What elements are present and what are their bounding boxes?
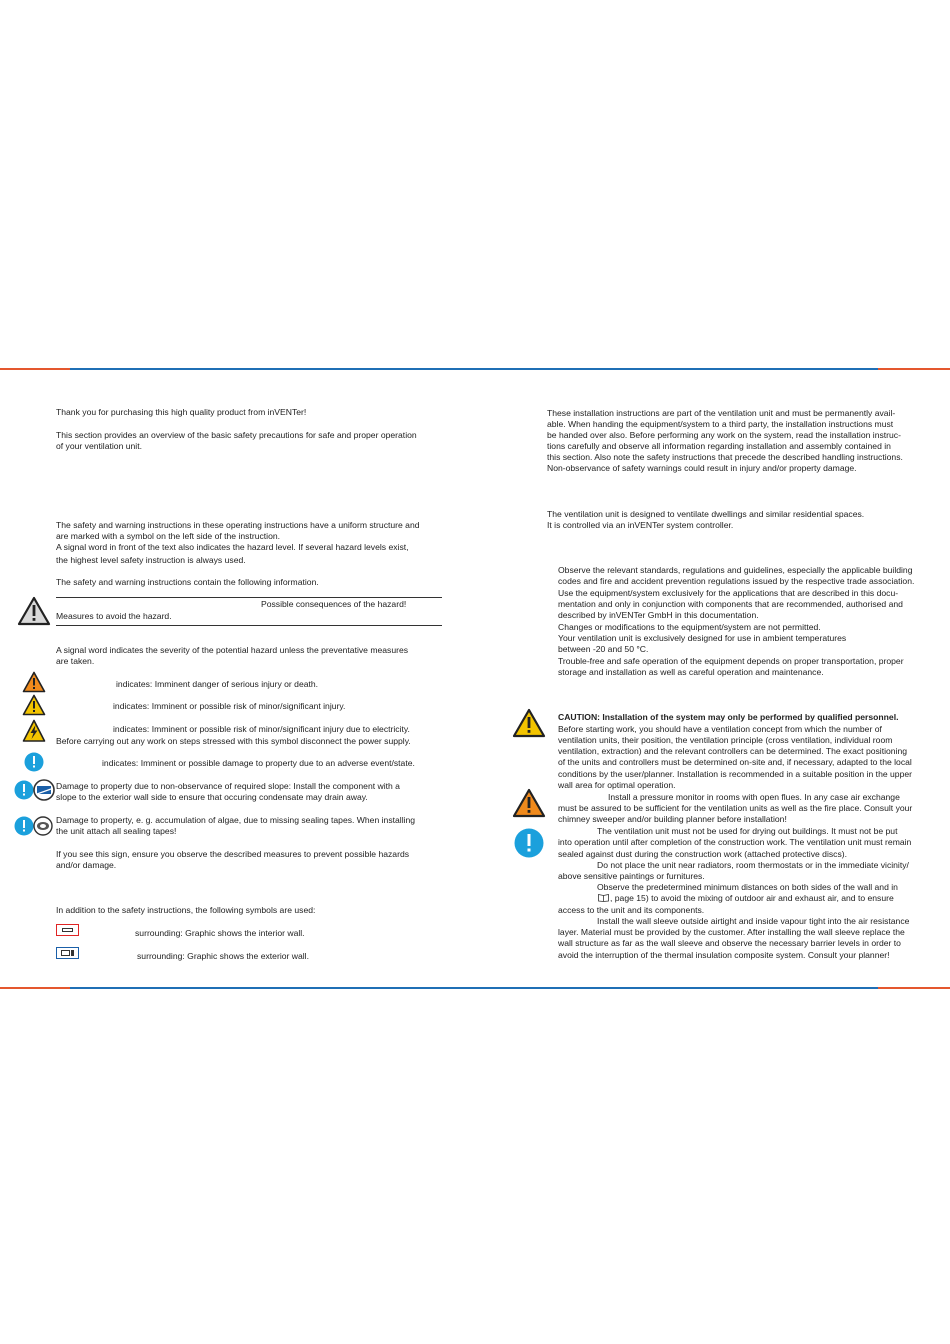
- distances-2: , page 15) to avoid the mixing of outdoor air and exhaust air, and to ensure: [610, 893, 894, 903]
- structure-line-3: A signal word in front of the text also indicates the hazard level. If several hazard levels exist,: [56, 542, 409, 552]
- part-of-6: Non-observance of safety warnings could result in injury and/or property damage.: [547, 463, 857, 473]
- distances-3: access to the unit and its components.: [558, 905, 705, 915]
- designed-2: It is controlled via an inVENTer system controller.: [547, 520, 734, 530]
- pressure-warning-triangle-icon: [512, 788, 546, 818]
- observe-3: Use the equipment/system exclusively for the applications that are described in this docu-: [558, 588, 899, 598]
- interior-text: surrounding: Graphic shows the interior wall.: [135, 928, 305, 938]
- drying-notice-info-icon: [514, 828, 544, 858]
- part-of-3: be handed over also. Before performing any work on the system, read the installation instruc-: [547, 430, 901, 440]
- interior-wall-icon: [56, 924, 79, 936]
- exterior-text: surrounding: Graphic shows the exterior wall.: [137, 951, 309, 961]
- sealing-tape-icon: [33, 816, 53, 836]
- notice-text: indicates: Imminent or possible damage to property due to an adverse event/state.: [102, 758, 415, 768]
- caution-body-1: Before starting work, you should have a ventilation concept from which the number of: [558, 724, 882, 734]
- sealing-line-1: Damage to property, e. g. accumulation of algae, due to missing sealing tapes. When installing: [56, 815, 416, 825]
- designed-1: The ventilation unit is designed to ventilate dwellings and similar residential spaces.: [547, 509, 865, 519]
- part-of-4: tions carefully and observe all information regarding installation and assembly contained in: [547, 441, 891, 451]
- box-consequence: Possible consequences of the hazard!: [261, 599, 407, 609]
- top-rule: [0, 368, 950, 370]
- notice-info-icon: [24, 752, 44, 772]
- box-measures: Measures to avoid the hazard.: [56, 611, 172, 621]
- danger-triangle-icon: [22, 671, 46, 693]
- drying-1: The ventilation unit must not be used for drying out buildings. It must not be put: [597, 826, 898, 836]
- sign-line-2: and/or damage.: [56, 860, 117, 870]
- bottom-rule: [0, 987, 950, 989]
- book-reference-icon: [598, 894, 609, 902]
- sleeve-3: wall structure as far as the wall sleeve and observe the necessary barrier levels in order to: [558, 938, 901, 948]
- observe-1: Observe the relevant standards, regulations and guidelines, especially the applicable building: [558, 565, 913, 575]
- caution-body-2: ventilation units, their position, the ventilation principle (cross ventilation, individual room: [558, 735, 893, 745]
- pressure-2: must be assured to be sufficient for the ventilation units as well as the fire place. Consult your: [558, 803, 913, 813]
- intro-thanks: Thank you for purchasing this high quality product from inVENTer!: [56, 407, 307, 417]
- sign-line-1: If you see this sign, ensure you observe the described measures to prevent possible hazards: [56, 849, 410, 859]
- electric-text: indicates: Imminent or possible risk of minor/significant injury due to electricity.: [113, 724, 410, 734]
- warning-triangle-icon: [17, 596, 51, 626]
- electric-text-2: Before carrying out any work on steps stressed with this symbol disconnect the power supply.: [56, 736, 411, 746]
- part-of-5: this section. Also note the safety instructions that precede the described handling instructions.: [547, 452, 903, 462]
- caution-body-6: wall area for optimal operation.: [558, 780, 676, 790]
- danger-text: indicates: Imminent danger of serious injury or death.: [116, 679, 319, 689]
- electric-hazard-icon: [22, 719, 46, 743]
- sealing-line-2: the unit attach all sealing tapes!: [56, 826, 177, 836]
- observe-5: described by inVENTer GmbH in this documentation.: [558, 610, 759, 620]
- symbols-intro: In addition to the safety instructions, the following symbols are used:: [56, 905, 316, 915]
- observe-8: between -20 and 50 °C.: [558, 644, 649, 654]
- caution-body-3: ventilation, extraction) and the relevant controllers can be determined. The exact positioning: [558, 746, 908, 756]
- part-of-2: able. When handing the equipment/system to a third party, the installation instructions must: [547, 419, 894, 429]
- observe-7: Your ventilation unit is exclusively designed for use in ambient temperatures: [558, 633, 847, 643]
- box-bottom-line: [56, 625, 442, 626]
- notice-info-sealing-icon: [14, 816, 34, 836]
- pressure-1: Install a pressure monitor in rooms with open flues. In any case air exchange: [608, 792, 900, 802]
- top-rule-blue: [70, 368, 878, 370]
- part-of-1: These installation instructions are part of the ventilation unit and must be permanently avail-: [547, 408, 896, 418]
- caution-title: CAUTION: Installation of the system may only be performed by qualified personnel.: [558, 712, 899, 722]
- caution-triangle-icon: [512, 708, 546, 738]
- top-rule-orange-right: [878, 368, 950, 370]
- pressure-3: chimney sweeper and/or building planner before installation!: [558, 814, 787, 824]
- slope-line-1: Damage to property due to non-observance of required slope: Install the component with a: [56, 781, 400, 791]
- top-rule-orange-left: [0, 368, 70, 370]
- structure-line-4: the highest level safety instruction is always used.: [56, 555, 246, 565]
- intro-overview-1: This section provides an overview of the basic safety precautions for safe and proper operation: [56, 430, 417, 440]
- contains-text: The safety and warning instructions contain the following information.: [56, 577, 319, 587]
- drying-2: into operation until after completion of the construction work. The ventilation unit must remain: [558, 837, 912, 847]
- bottom-rule-blue: [70, 987, 878, 989]
- caution-body-4: of the units and controllers must be determined on-site and, if necessary, adapted to the local: [558, 757, 912, 767]
- radiators-2: above sensitive paintings or furnitures.: [558, 871, 705, 881]
- caution-body-5: conditions by the user/planner. Installation is recommended in a suitable position in the upper: [558, 769, 912, 779]
- exterior-wall-icon: [56, 947, 79, 959]
- intro-overview-2: of your ventilation unit.: [56, 441, 142, 451]
- observe-6: Changes or modifications to the equipment/system are not permitted.: [558, 622, 821, 632]
- structure-line-2: are marked with a symbol on the left side of the instruction.: [56, 531, 281, 541]
- notice-info-slope-icon: [14, 780, 34, 800]
- warning-text: indicates: Imminent or possible risk of minor/significant injury.: [113, 701, 346, 711]
- observe-4: mentation and only in conjunction with components that are recommended, authorised and: [558, 599, 903, 609]
- observe-10: storage and installation as well as careful operation and maintenance.: [558, 667, 824, 677]
- distances-1: Observe the predetermined minimum distances on both sides of the wall and in: [597, 882, 898, 892]
- sleeve-1: Install the wall sleeve outside airtight and inside vapour tight into the air resistance: [597, 916, 910, 926]
- structure-line-1: The safety and warning instructions in these operating instructions have a uniform structure and: [56, 520, 420, 530]
- slope-line-2: slope to the exterior wall side to ensure that occuring condensate may drain away.: [56, 792, 368, 802]
- slope-icon: [33, 779, 55, 801]
- bottom-rule-orange-right: [878, 987, 950, 989]
- sleeve-4: avoid the interruption of the thermal insulation composite system. Consult your planner!: [558, 950, 890, 960]
- observe-9: Trouble-free and safe operation of the equipment depends on proper transportation, proper: [558, 656, 904, 666]
- drying-3: sealed against dust during the construction work (attached protective discs).: [558, 849, 847, 859]
- severity-line-2: are taken.: [56, 656, 95, 666]
- warning-triangle-yellow-icon: [22, 694, 46, 716]
- bottom-rule-orange-left: [0, 987, 70, 989]
- box-top-line: [56, 597, 442, 598]
- sleeve-2: layer. Material must be provided by the customer. After installing the wall sleeve replace the: [558, 927, 905, 937]
- severity-line-1: A signal word indicates the severity of the potential hazard unless the preventative measures: [56, 645, 409, 655]
- radiators-1: Do not place the unit near radiators, room thermostats or in the immediate vicinity/: [597, 860, 909, 870]
- observe-2: codes and fire and accident prevention regulations issued by the respective trade association.: [558, 576, 915, 586]
